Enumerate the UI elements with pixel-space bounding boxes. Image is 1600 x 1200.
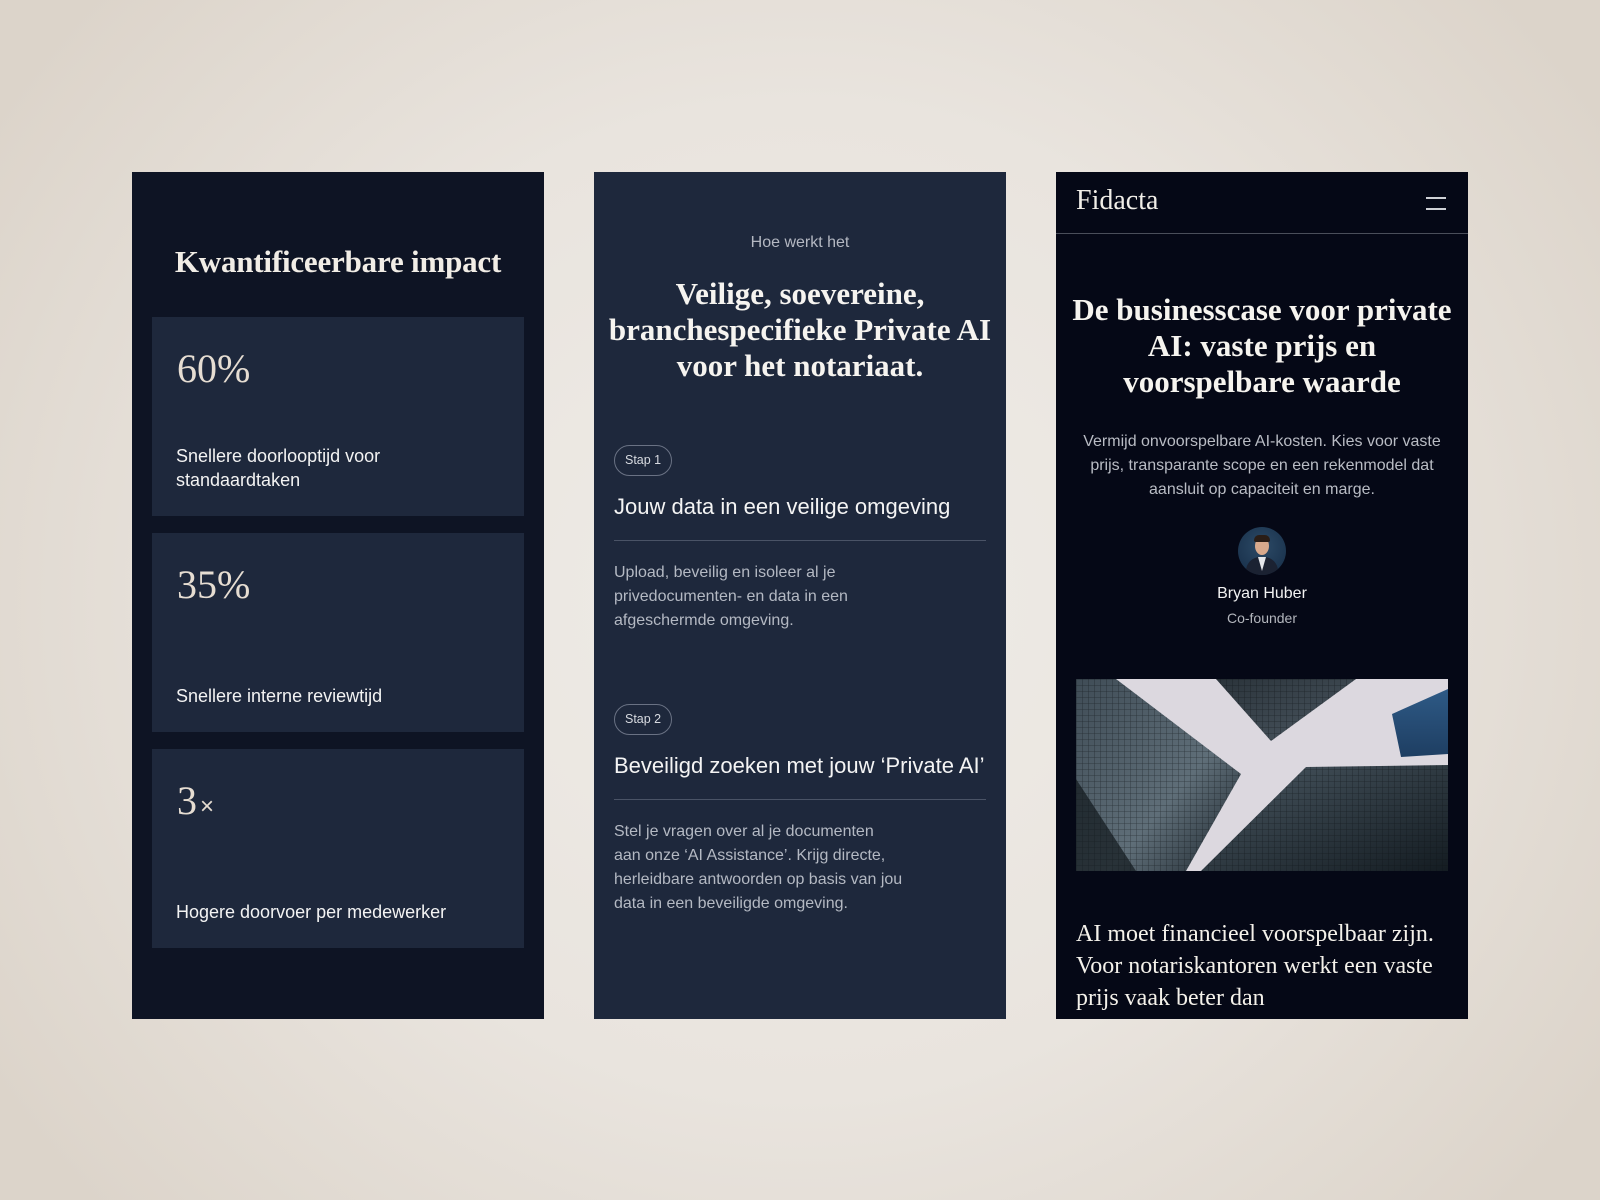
hamburger-menu-icon[interactable] — [1424, 192, 1448, 214]
top-nav — [1056, 172, 1468, 234]
menu-line — [1426, 197, 1446, 199]
author-role: Co-founder — [1226, 610, 1298, 626]
article-hero-image — [1076, 679, 1448, 871]
article-heading: De businesscase voor private AI: vaste prijs en voorspelbare waarde — [1072, 292, 1452, 399]
section-eyebrow: Hoe werkt het — [750, 234, 850, 251]
stat-number: 35% — [177, 562, 251, 607]
step-title: Jouw data in een veilige omgeving — [614, 494, 986, 541]
step-body: Upload, beveilig en isoleer al je privedocumenten- en data in een afgeschermde omgeving. — [614, 564, 848, 629]
stat-label: Snellere interne reviewtijd — [176, 686, 383, 706]
stat-card — [152, 533, 524, 732]
avatar-hair — [1254, 535, 1270, 542]
impact-panel — [132, 172, 544, 1019]
stat-number: 3 — [177, 778, 197, 823]
menu-line — [1426, 208, 1446, 210]
step-title: Beveiligd zoeken met jouw ‘Private AI’ — [614, 753, 986, 800]
step-badge: Stap 2 — [614, 704, 672, 735]
stat-card — [152, 749, 524, 948]
skyscrapers-image — [1076, 679, 1448, 871]
stat-value — [177, 345, 250, 392]
stat-card — [152, 317, 524, 516]
article-lead: Vermijd onvoorspelbare AI-kosten. Kies voor vaste prijs, transparante scope en een rekenmodel dat aansluit op capaciteit en marge. — [1083, 433, 1441, 498]
stat-value — [177, 561, 250, 608]
how-it-works-panel — [594, 172, 1006, 1019]
stat-suffix: × — [200, 793, 215, 820]
article-body: AI moet financieel voorspelbaar zijn. Voor notariskantoren werkt een vaste prijs vaak beter dan — [1076, 921, 1434, 1011]
step-badge: Stap 1 — [614, 445, 672, 476]
stat-value — [177, 777, 214, 824]
step-2 — [614, 704, 986, 916]
step-1 — [614, 445, 986, 633]
author-avatar — [1238, 527, 1286, 575]
step-body: Stel je vragen over al je documenten aan onze ‘AI Assistance’. Krijg directe, herleidbare antwoorden op basis van jou data in een beveiligde omgeving. — [614, 823, 903, 912]
author-name: Bryan Huber — [1217, 585, 1307, 602]
stat-number: 60% — [177, 346, 251, 391]
article-panel — [1056, 172, 1468, 1019]
logo[interactable]: Fidacta — [1076, 185, 1159, 216]
stat-label: Hogere doorvoer per medewerker — [176, 902, 447, 922]
stat-label: Snellere doorlooptijd voor standaardtaken — [176, 446, 381, 490]
section-heading: Veilige, soevereine, branchespecifieke Private AI voor het notariaat. — [608, 276, 992, 383]
impact-title: Kwantificeerbare impact — [174, 244, 502, 279]
